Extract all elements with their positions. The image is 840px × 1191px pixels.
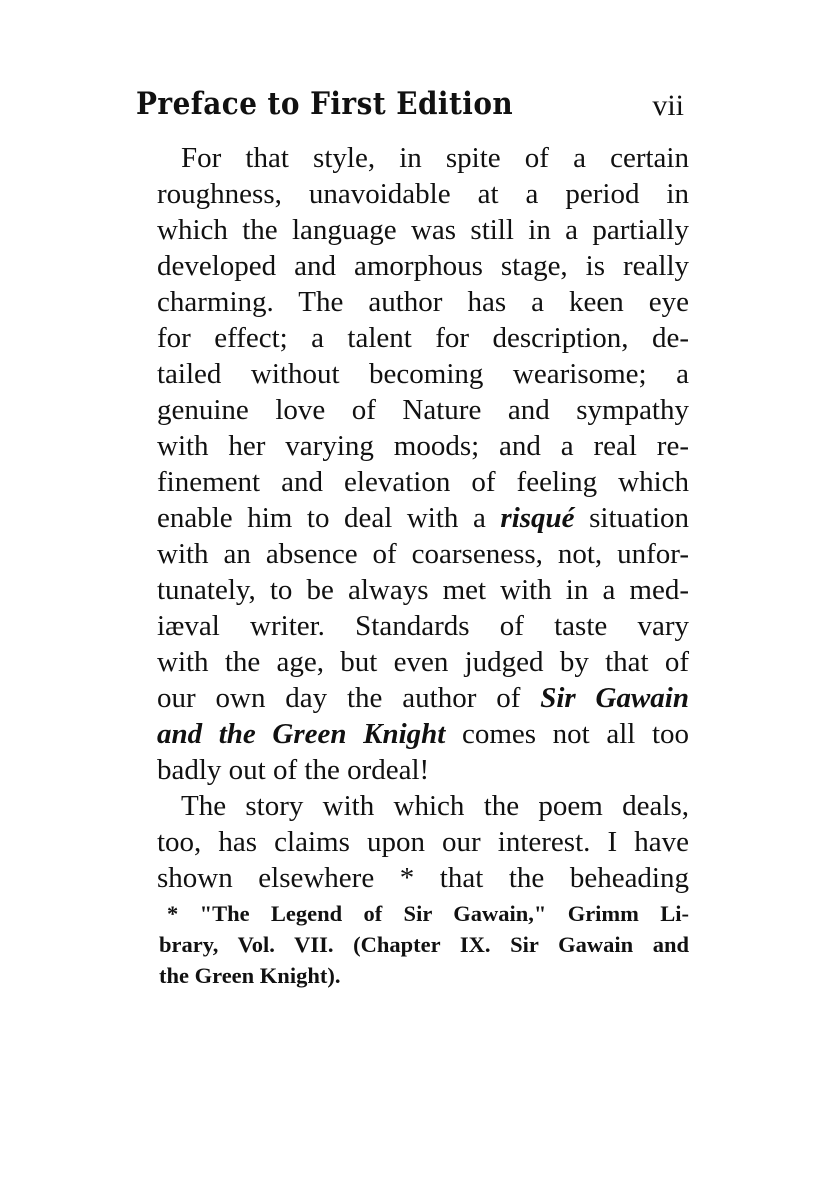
text-line: finement and elevation of feeling which [157, 466, 689, 498]
italic-term: risqué [500, 502, 575, 534]
running-head [136, 86, 686, 130]
footnote-line: the Green Knight). [159, 963, 341, 988]
footnote-line: brary, Vol. VII. (Chapter IX. Sir Gawain and [159, 932, 689, 957]
text-segment: our own day the author of [157, 682, 541, 714]
text-segment: enable him to deal with a [157, 502, 501, 534]
text-line: tailed without becoming wearisome; a [157, 358, 689, 390]
text-line: charming. The author has a keen eye [157, 286, 689, 318]
text-line: For that style, in spite of a certain [181, 142, 689, 174]
text-segment: situation [574, 502, 690, 534]
text-line: with an absence of coarseness, not, unfor- [157, 538, 689, 570]
text-line: which the language was still in a partially [157, 214, 689, 246]
footnote [159, 898, 689, 991]
text-line: with the age, but even judged by that of [157, 646, 689, 678]
text-line [157, 716, 689, 752]
text-line: badly out of the ordeal! [157, 754, 430, 786]
footnote-line: * "The Legend of Sir Gawain," Grimm Li- [167, 901, 689, 926]
text-line: developed and amorphous stage, is really [157, 250, 689, 282]
paragraph-1 [157, 140, 689, 788]
text-line: iæval writer. Standards of taste vary [157, 610, 689, 642]
text-line: too, has claims upon our interest. I have [157, 826, 689, 858]
running-title: Preface to First Edition [136, 86, 514, 122]
text-line [157, 500, 689, 536]
italic-title: and the Green Knight [157, 718, 446, 750]
page-number: vii [652, 89, 684, 122]
paragraph-2 [157, 788, 689, 896]
text-line [157, 680, 689, 716]
text-line: shown elsewhere * that the beheading [157, 862, 689, 894]
body-text [157, 140, 689, 896]
text-line: roughness, unavoidable at a period in [157, 178, 689, 210]
text-line: genuine love of Nature and sympathy [157, 394, 689, 426]
text-line: tunately, to be always met with in a med- [157, 574, 689, 606]
text-line: for effect; a talent for description, de- [157, 322, 689, 354]
text-segment: comes not all too [445, 718, 690, 750]
italic-title: Sir Gawain [540, 682, 689, 714]
text-line: with her varying moods; and a real re- [157, 430, 689, 462]
text-line: The story with which the poem deals, [181, 790, 689, 822]
